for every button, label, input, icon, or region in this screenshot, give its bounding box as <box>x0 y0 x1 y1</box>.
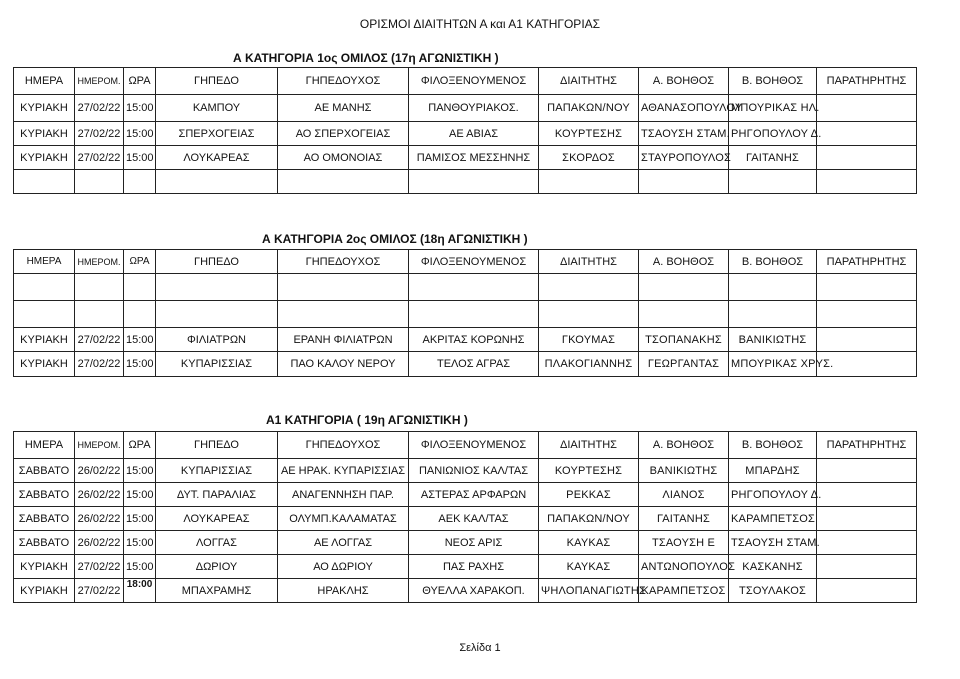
referee-cell <box>539 170 639 194</box>
referee-cell: ΡΕΚΚΑΣ <box>539 483 639 507</box>
date-cell: 27/02/22 <box>75 146 124 170</box>
away-team-cell: ΑΕ ΑΒΙΑΣ <box>409 122 539 146</box>
assistant-b-cell: ΓΑΙΤΑΝΗΣ <box>729 146 817 170</box>
assistant-b-cell: ΤΣΑΟΥΣΗ ΣΤΑΜ. <box>729 531 817 555</box>
time-cell: 15:00 <box>124 328 156 352</box>
date-cell: 27/02/22 <box>75 579 124 603</box>
col-day-header: ΗΜΕΡΑ <box>14 432 75 459</box>
assistant-a-cell: ΤΣΑΟΥΣΗ Ε <box>639 531 729 555</box>
header-row <box>14 68 917 95</box>
date-cell: 27/02/22 <box>75 122 124 146</box>
time-cell: 15:00 <box>124 531 156 555</box>
day-cell <box>14 274 75 301</box>
assistant-b-cell: ΡΗΓΟΠΟΥΛΟΥ Δ. <box>729 483 817 507</box>
time-cell <box>124 274 156 301</box>
date-cell: 27/02/22 <box>75 328 124 352</box>
section-title: Α ΚΑΤΗΓΟΡΙΑ 2ος ΟΜΙΛΟΣ (18η ΑΓΩΝΙΣΤΙΚΗ ) <box>262 232 528 246</box>
table-row <box>14 555 917 579</box>
assistant-b-cell <box>729 274 817 301</box>
referee-cell: ΚΑΥΚΑΣ <box>539 531 639 555</box>
away-team-cell: ΠΑΜΙΣΟΣ ΜΕΣΣΗΝΗΣ <box>409 146 539 170</box>
date-cell: 26/02/22 <box>75 483 124 507</box>
home-team-cell: ΗΡΑΚΛΗΣ <box>278 579 409 603</box>
table-row <box>14 531 917 555</box>
referee-table-a1 <box>13 431 917 603</box>
referee-cell: ΠΑΠΑΚΩΝ/ΝΟΥ <box>539 95 639 122</box>
day-cell: ΣΑΒΒΑΤΟ <box>14 531 75 555</box>
observer-cell <box>817 531 917 555</box>
stadium-cell: ΜΠΑΧΡΑΜΗΣ <box>156 579 278 603</box>
stadium-cell: ΔΩΡΙΟΥ <box>156 555 278 579</box>
assistant-a-cell: ΤΣΑΟΥΣΗ ΣΤΑΜ. <box>639 122 729 146</box>
home-team-cell: ΟΛΥΜΠ.ΚΑΛΑΜΑΤΑΣ <box>278 507 409 531</box>
col-assistant-a-header: Α. ΒΟΗΘΟΣ <box>639 432 729 459</box>
assistant-b-cell <box>729 170 817 194</box>
assistant-a-cell <box>639 301 729 328</box>
assistant-a-cell: ΤΣΟΠΑΝΑΚΗΣ <box>639 328 729 352</box>
assistant-b-cell: ΜΠΑΡΔΗΣ <box>729 459 817 483</box>
observer-cell <box>817 483 917 507</box>
section-title: Α1 ΚΑΤΗΓΟΡΙΑ ( 19η ΑΓΩΝΙΣΤΙΚΗ ) <box>266 413 468 427</box>
home-team-cell <box>278 170 409 194</box>
col-assistant-b-header: Β. ΒΟΗΘΟΣ <box>729 68 817 95</box>
date-cell: 27/02/22 <box>75 352 124 377</box>
time-cell: 15:00 <box>124 122 156 146</box>
col-date-header: ΗΜΕΡΟΜ. <box>75 250 124 274</box>
away-team-cell: ΑΣΤΕΡΑΣ ΑΡΦΑΡΩΝ <box>409 483 539 507</box>
col-home-header: ΓΗΠΕΔΟΥΧΟΣ <box>278 432 409 459</box>
col-assistant-a-header: Α. ΒΟΗΘΟΣ <box>639 250 729 274</box>
observer-cell <box>817 555 917 579</box>
col-date-header: ΗΜΕΡΟΜ. <box>75 432 124 459</box>
home-team-cell <box>278 301 409 328</box>
home-team-cell: ΑΝΑΓΕΝΝΗΣΗ ΠΑΡ. <box>278 483 409 507</box>
away-team-cell <box>409 301 539 328</box>
date-cell: 26/02/22 <box>75 507 124 531</box>
referee-cell: ΣΚΟΡΔΟΣ <box>539 146 639 170</box>
referee-cell <box>539 301 639 328</box>
stadium-cell: ΚΥΠΑΡΙΣΣΙΑΣ <box>156 459 278 483</box>
col-stadium-header: ΓΗΠΕΔΟ <box>156 68 278 95</box>
day-cell: ΚΥΡΙΑΚΗ <box>14 328 75 352</box>
day-cell <box>14 170 75 194</box>
table-row <box>14 507 917 531</box>
away-team-cell: ΝΕΟΣ ΑΡΙΣ <box>409 531 539 555</box>
stadium-cell <box>156 274 278 301</box>
referee-cell: ΚΟΥΡΤΕΣΗΣ <box>539 459 639 483</box>
away-team-cell: ΘΥΕΛΛΑ ΧΑΡΑΚΟΠ. <box>409 579 539 603</box>
table-row <box>14 95 917 122</box>
away-team-cell: ΑΕΚ ΚΑΛ/ΤΑΣ <box>409 507 539 531</box>
date-cell: 27/02/22 <box>75 555 124 579</box>
col-day-header: ΗΜΕΡΑ <box>14 68 75 95</box>
observer-cell <box>817 122 917 146</box>
date-cell <box>75 274 124 301</box>
stadium-cell: ΣΠΕΡΧΟΓΕΙΑΣ <box>156 122 278 146</box>
referee-cell: ΓΚΟΥΜΑΣ <box>539 328 639 352</box>
assistant-a-cell <box>639 274 729 301</box>
referee-cell: ΨΗΛΟΠΑΝΑΓΙΩΤΗΣ <box>539 579 639 603</box>
time-cell: 15:00 <box>124 95 156 122</box>
col-observer-header: ΠΑΡΑΤΗΡΗΤΗΣ <box>817 68 917 95</box>
stadium-cell: ΔΥΤ. ΠΑΡΑΛΙΑΣ <box>156 483 278 507</box>
observer-cell <box>817 146 917 170</box>
assistant-a-cell: ΒΑΝΙΚΙΩΤΗΣ <box>639 459 729 483</box>
time-cell: 15:00 <box>124 483 156 507</box>
observer-cell <box>817 95 917 122</box>
date-cell: 26/02/22 <box>75 459 124 483</box>
home-team-cell: ΑΟ ΟΜΟΝΟΙΑΣ <box>278 146 409 170</box>
time-cell: 15:00 <box>124 555 156 579</box>
assistant-b-cell: ΤΣΟΥΛΑΚΟΣ <box>729 579 817 603</box>
stadium-cell <box>156 170 278 194</box>
col-day-header: ΗΜΕΡΑ <box>14 250 75 274</box>
away-team-cell: ΠΑΝΙΩΝΙΟΣ ΚΑΛ/ΤΑΣ <box>409 459 539 483</box>
col-home-header: ΓΗΠΕΔΟΥΧΟΣ <box>278 250 409 274</box>
home-team-cell: ΑΟ ΔΩΡΙΟΥ <box>278 555 409 579</box>
assistant-a-cell <box>639 170 729 194</box>
assistant-b-cell: ΜΠΟΥΡΙΚΑΣ ΗΛ. <box>729 95 817 122</box>
stadium-cell: ΚΑΜΠΟΥ <box>156 95 278 122</box>
referee-table-group-1 <box>13 67 917 194</box>
referee-table-group-2 <box>13 249 917 377</box>
day-cell: ΚΥΡΙΑΚΗ <box>14 555 75 579</box>
observer-cell <box>817 579 917 603</box>
away-team-cell: ΠΑΝΘΟΥΡΙΑΚΟΣ. <box>409 95 539 122</box>
home-team-cell: ΑΕ ΜΑΝΗΣ <box>278 95 409 122</box>
day-cell: ΚΥΡΙΑΚΗ <box>14 352 75 377</box>
col-away-header: ΦΙΛΟΞΕΝΟΥΜΕΝΟΣ <box>409 250 539 274</box>
home-team-cell: ΑΕ ΛΟΓΓΑΣ <box>278 531 409 555</box>
date-cell: 27/02/22 <box>75 95 124 122</box>
col-referee-header: ΔΙΑΙΤΗΤΗΣ <box>539 68 639 95</box>
time-cell: 18:00 <box>124 579 156 603</box>
time-cell: 15:00 <box>124 352 156 377</box>
day-cell: ΚΥΡΙΑΚΗ <box>14 122 75 146</box>
observer-cell <box>817 301 917 328</box>
time-cell: 15:00 <box>124 459 156 483</box>
assistant-b-cell: ΚΑΣΚΑΝΗΣ <box>729 555 817 579</box>
referee-cell: ΠΛΑΚΟΓΙΑΝΝΗΣ <box>539 352 639 377</box>
assistant-a-cell: ΑΘΑΝΑΣΟΠΟΥΛΟΥ <box>639 95 729 122</box>
assistant-a-cell: ΑΝΤΩΝΟΠΟΥΛΟΣ <box>639 555 729 579</box>
col-referee-header: ΔΙΑΙΤΗΤΗΣ <box>539 432 639 459</box>
col-assistant-b-header: Β. ΒΟΗΘΟΣ <box>729 250 817 274</box>
away-team-cell: ΠΑΣ ΡΑΧΗΣ <box>409 555 539 579</box>
col-home-header: ΓΗΠΕΔΟΥΧΟΣ <box>278 68 409 95</box>
time-cell <box>124 170 156 194</box>
stadium-cell: ΛΟΓΓΑΣ <box>156 531 278 555</box>
col-away-header: ΦΙΛΟΞΕΝΟΥΜΕΝΟΣ <box>409 432 539 459</box>
home-team-cell: ΑΕ ΗΡΑΚ. ΚΥΠΑΡΙΣΣΙΑΣ <box>278 459 409 483</box>
referee-cell: ΚΑΥΚΑΣ <box>539 555 639 579</box>
table-row <box>14 301 917 328</box>
table-row <box>14 274 917 301</box>
col-stadium-header: ΓΗΠΕΔΟ <box>156 250 278 274</box>
observer-cell <box>817 328 917 352</box>
assistant-a-cell: ΚΑΡΑΜΠΕΤΣΟΣ <box>639 579 729 603</box>
col-time-header: ΩΡΑ <box>124 68 156 95</box>
table-row <box>14 328 917 352</box>
col-time-header: ΩΡΑ <box>124 250 156 274</box>
assistant-a-cell: ΓΑΙΤΑΝΗΣ <box>639 507 729 531</box>
time-cell: 15:00 <box>124 146 156 170</box>
date-cell <box>75 301 124 328</box>
col-assistant-b-header: Β. ΒΟΗΘΟΣ <box>729 432 817 459</box>
assistant-b-cell <box>729 301 817 328</box>
observer-cell <box>817 507 917 531</box>
referee-cell: ΠΑΠΑΚΩΝ/ΝΟΥ <box>539 507 639 531</box>
assistant-a-cell: ΣΤΑΥΡΟΠΟΥΛΟΣ <box>639 146 729 170</box>
table-row <box>14 352 917 377</box>
time-cell: 15:00 <box>124 507 156 531</box>
day-cell: ΣΑΒΒΑΤΟ <box>14 507 75 531</box>
col-stadium-header: ΓΗΠΕΔΟ <box>156 432 278 459</box>
table-row <box>14 146 917 170</box>
date-cell <box>75 170 124 194</box>
referee-cell <box>539 274 639 301</box>
observer-cell <box>817 274 917 301</box>
col-referee-header: ΔΙΑΙΤΗΤΗΣ <box>539 250 639 274</box>
col-date-header: ΗΜΕΡΟΜ. <box>75 68 124 95</box>
col-assistant-a-header: Α. ΒΟΗΘΟΣ <box>639 68 729 95</box>
stadium-cell: ΛΟΥΚΑΡΕΑΣ <box>156 146 278 170</box>
col-away-header: ΦΙΛΟΞΕΝΟΥΜΕΝΟΣ <box>409 68 539 95</box>
home-team-cell <box>278 274 409 301</box>
col-observer-header: ΠΑΡΑΤΗΡΗΤΗΣ <box>817 250 917 274</box>
day-cell: ΚΥΡΙΑΚΗ <box>14 95 75 122</box>
header-row <box>14 432 917 459</box>
header-row <box>14 250 917 274</box>
home-team-cell: ΑΟ ΣΠΕΡΧΟΓΕΙΑΣ <box>278 122 409 146</box>
table-row <box>14 483 917 507</box>
col-observer-header: ΠΑΡΑΤΗΡΗΤΗΣ <box>817 432 917 459</box>
assistant-b-cell: ΡΗΓΟΠΟΥΛΟΥ Δ. <box>729 122 817 146</box>
stadium-cell: ΦΙΛΙΑΤΡΩΝ <box>156 328 278 352</box>
document-title: ΟΡΙΣΜΟΙ ΔΙΑΙΤΗΤΩΝ Α και Α1 ΚΑΤΗΓΟΡΙΑΣ <box>359 17 601 31</box>
time-cell <box>124 301 156 328</box>
table-row <box>14 170 917 194</box>
observer-cell <box>817 459 917 483</box>
table-row <box>14 122 917 146</box>
assistant-a-cell: ΛΙΑΝΟΣ <box>639 483 729 507</box>
away-team-cell <box>409 170 539 194</box>
referee-cell: ΚΟΥΡΤΕΣΗΣ <box>539 122 639 146</box>
assistant-b-cell: ΜΠΟΥΡΙΚΑΣ ΧΡΥΣ. <box>729 352 817 377</box>
date-cell: 26/02/22 <box>75 531 124 555</box>
table-row <box>14 459 917 483</box>
away-team-cell: ΤΕΛΟΣ ΑΓΡΑΣ <box>409 352 539 377</box>
day-cell: ΣΑΒΒΑΤΟ <box>14 483 75 507</box>
stadium-cell: ΛΟΥΚΑΡΕΑΣ <box>156 507 278 531</box>
home-team-cell: ΠΑΟ ΚΑΛΟΥ ΝΕΡΟΥ <box>278 352 409 377</box>
section-title: Α ΚΑΤΗΓΟΡΙΑ 1ος ΟΜΙΛΟΣ (17η ΑΓΩΝΙΣΤΙΚΗ ) <box>233 51 499 65</box>
assistant-b-cell: ΒΑΝΙΚΙΩΤΗΣ <box>729 328 817 352</box>
day-cell: ΚΥΡΙΑΚΗ <box>14 146 75 170</box>
stadium-cell: ΚΥΠΑΡΙΣΣΙΑΣ <box>156 352 278 377</box>
stadium-cell <box>156 301 278 328</box>
page-number: Σελίδα 1 <box>459 642 501 654</box>
col-time-header: ΩΡΑ <box>124 432 156 459</box>
assistant-b-cell: ΚΑΡΑΜΠΕΤΣΟΣ <box>729 507 817 531</box>
table-row <box>14 579 917 603</box>
day-cell: ΣΑΒΒΑΤΟ <box>14 459 75 483</box>
day-cell: ΚΥΡΙΑΚΗ <box>14 579 75 603</box>
away-team-cell <box>409 274 539 301</box>
day-cell <box>14 301 75 328</box>
assistant-a-cell: ΓΕΩΡΓΑΝΤΑΣ <box>639 352 729 377</box>
home-team-cell: ΕΡΑΝΗ ΦΙΛΙΑΤΡΩΝ <box>278 328 409 352</box>
away-team-cell: ΑΚΡΙΤΑΣ ΚΟΡΩΝΗΣ <box>409 328 539 352</box>
observer-cell <box>817 170 917 194</box>
